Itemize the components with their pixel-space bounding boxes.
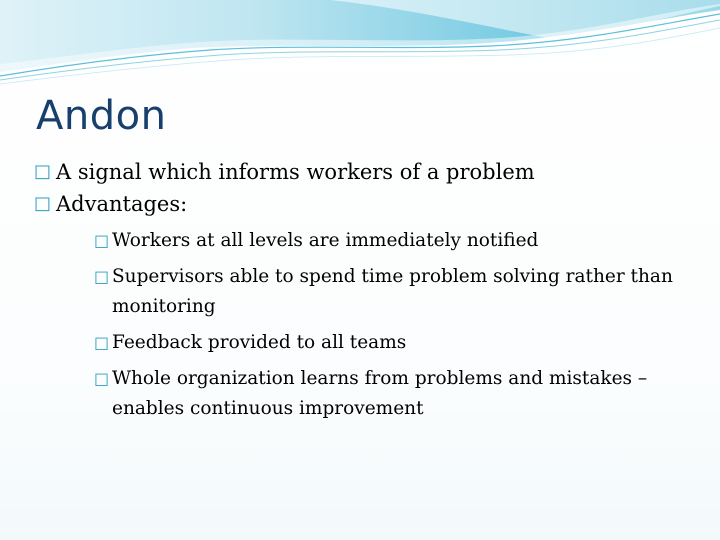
bullet-list (34, 156, 694, 424)
sub-bullet-text: Supervisors able to spend time problem solving rather than monitoring (112, 266, 673, 317)
sub-bullet-text: Workers at all levels are immediately notified (112, 230, 539, 251)
square-bullet-icon: □ (94, 267, 110, 286)
sub-bullet-item (94, 328, 692, 358)
square-bullet-icon: □ (94, 333, 110, 352)
slide-title: Andon (36, 93, 167, 139)
sub-bullet-item (94, 262, 692, 322)
wave-header-decoration (0, 0, 720, 90)
square-bullet-icon: □ (94, 369, 110, 388)
square-bullet-icon: □ (34, 193, 52, 214)
sub-bullet-item (94, 226, 692, 256)
bullet-text: A signal which informs workers of a problem (56, 160, 535, 184)
sub-bullet-text: Feedback provided to all teams (112, 332, 407, 353)
bullet-item (34, 188, 694, 220)
square-bullet-icon: □ (94, 231, 110, 250)
sub-bullet-text: Whole organization learns from problems and mistakes – enables continuous improvement (112, 368, 648, 419)
square-bullet-icon: □ (34, 161, 52, 182)
bullet-item (34, 156, 694, 188)
bullet-text: Advantages: (56, 192, 188, 216)
sub-bullet-item (94, 364, 692, 424)
